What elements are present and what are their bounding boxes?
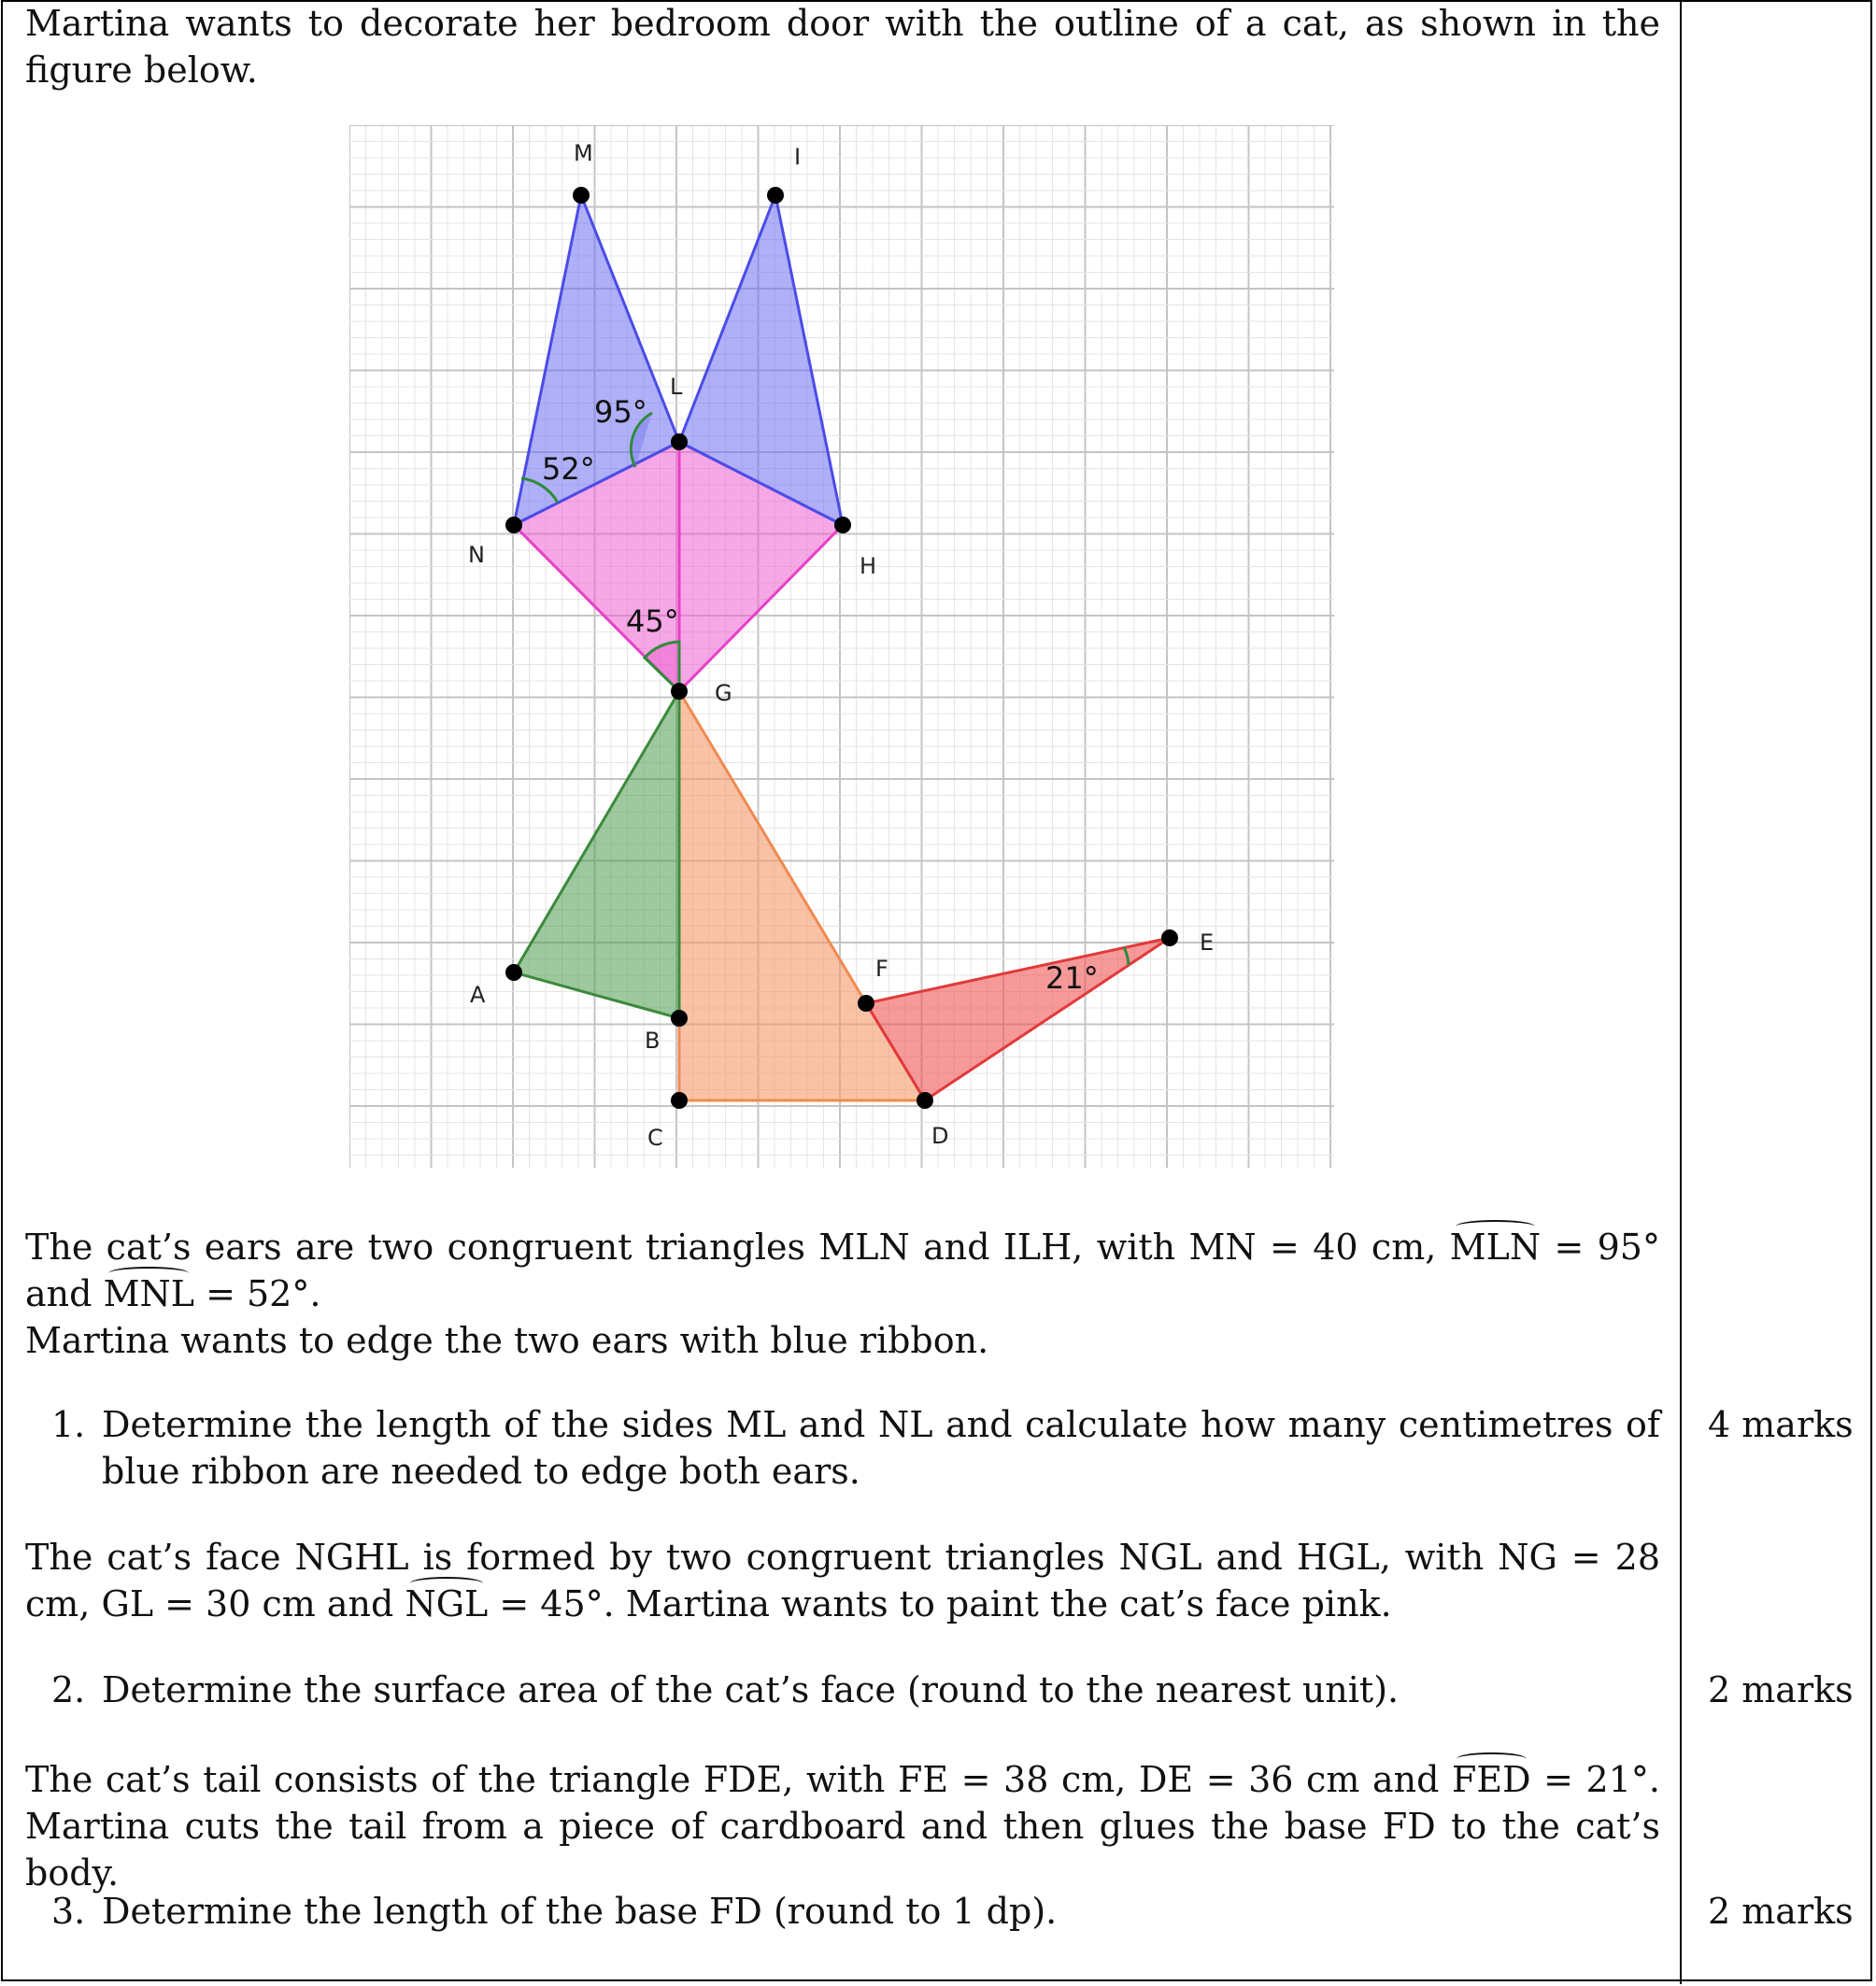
question-1-marks: 4 marks — [1708, 1404, 1854, 1445]
label-L: L — [670, 374, 683, 400]
point-M — [573, 187, 590, 204]
ears-text-part2: = 95° and — [25, 1227, 1660, 1314]
point-C — [671, 1092, 688, 1109]
ears-text-part1: The cat’s ears are two congruent triangles MLN and ILH, with MN = 40 cm, — [25, 1227, 1437, 1268]
face-text-part2: = 45°. Martina wants to paint the cat’s face pink. — [499, 1583, 1392, 1624]
intro-text: Martina wants to decorate her bedroom door with the outline of a cat, as shown in the figure below. — [25, 3, 1660, 91]
tail-text-part1: The cat’s tail consists of the triangle FDE, with FE = 38 cm, DE = 36 cm and — [25, 1759, 1440, 1800]
label-C: C — [647, 1125, 663, 1151]
point-I — [767, 187, 784, 204]
point-N — [505, 517, 522, 533]
question-2-marks: 2 marks — [1708, 1669, 1854, 1710]
question-1-number: 1. — [51, 1404, 86, 1445]
point-B — [671, 1010, 688, 1027]
angle-MNL-hat: MNL — [104, 1270, 194, 1317]
angle-label-NGL: 45° — [626, 603, 679, 639]
question-1 — [51, 1401, 1660, 1495]
label-A: A — [470, 982, 486, 1008]
angle-label-MLN: 95° — [594, 394, 647, 430]
angle-FED-hat: FED — [1452, 1756, 1531, 1803]
question-2-text: Determine the surface area of the cat’s face (round to the nearest unit). — [102, 1669, 1400, 1710]
label-H: H — [860, 553, 877, 579]
question-3 — [51, 1888, 1660, 1935]
marks-column-divider — [1680, 0, 1682, 1984]
angle-NGL-hat: NGL — [405, 1581, 488, 1627]
tail-text — [25, 1756, 1660, 1896]
angle-label-MNL: 52° — [542, 451, 595, 487]
question-2 — [51, 1667, 1660, 1713]
point-D — [917, 1092, 933, 1109]
angle-label-FED: 21° — [1045, 960, 1099, 996]
question-3-number: 3. — [51, 1891, 86, 1932]
point-E — [1161, 929, 1178, 946]
label-M: M — [574, 140, 593, 166]
ears-text-line2: Martina wants to edge the two ears with blue ribbon. — [25, 1320, 989, 1361]
body-green-triangle — [514, 691, 679, 1018]
face-text — [25, 1534, 1660, 1627]
label-D: D — [931, 1123, 949, 1149]
cat-figure — [349, 125, 1334, 1168]
label-E: E — [1200, 929, 1215, 956]
point-H — [834, 517, 851, 533]
ears-text — [25, 1224, 1660, 1317]
label-B: B — [645, 1028, 661, 1054]
question-3-text: Determine the length of the base FD (round to 1 dp). — [102, 1891, 1058, 1932]
point-A — [505, 964, 522, 981]
label-N: N — [468, 542, 485, 568]
point-F — [858, 995, 874, 1012]
angle-MLN-hat: MLN — [1450, 1224, 1541, 1270]
ears-text-part3: = 52°. — [206, 1273, 321, 1314]
question-3-marks: 2 marks — [1708, 1891, 1854, 1932]
face-text-part1: The cat’s face NGHL is formed by two congruent triangles NGL and HGL, with NG = 28 cm, GL = 30 cm and — [25, 1537, 1660, 1624]
tail-text-part2: = 21°. Martina cuts the tail from a piece of cardboard and then glues the base FD to the cat’s body. — [25, 1759, 1660, 1894]
tail-triangle-FDE — [866, 938, 1170, 1100]
question-1-text: Determine the length of the sides ML and NL and calculate how many centimetres of blue ribbon are needed to edge both ears. — [102, 1404, 1660, 1492]
label-F: F — [875, 956, 888, 982]
point-L — [671, 433, 688, 450]
point-G — [671, 683, 688, 700]
question-2-number: 2. — [51, 1669, 86, 1710]
label-I: I — [794, 144, 802, 170]
label-G: G — [715, 680, 732, 706]
